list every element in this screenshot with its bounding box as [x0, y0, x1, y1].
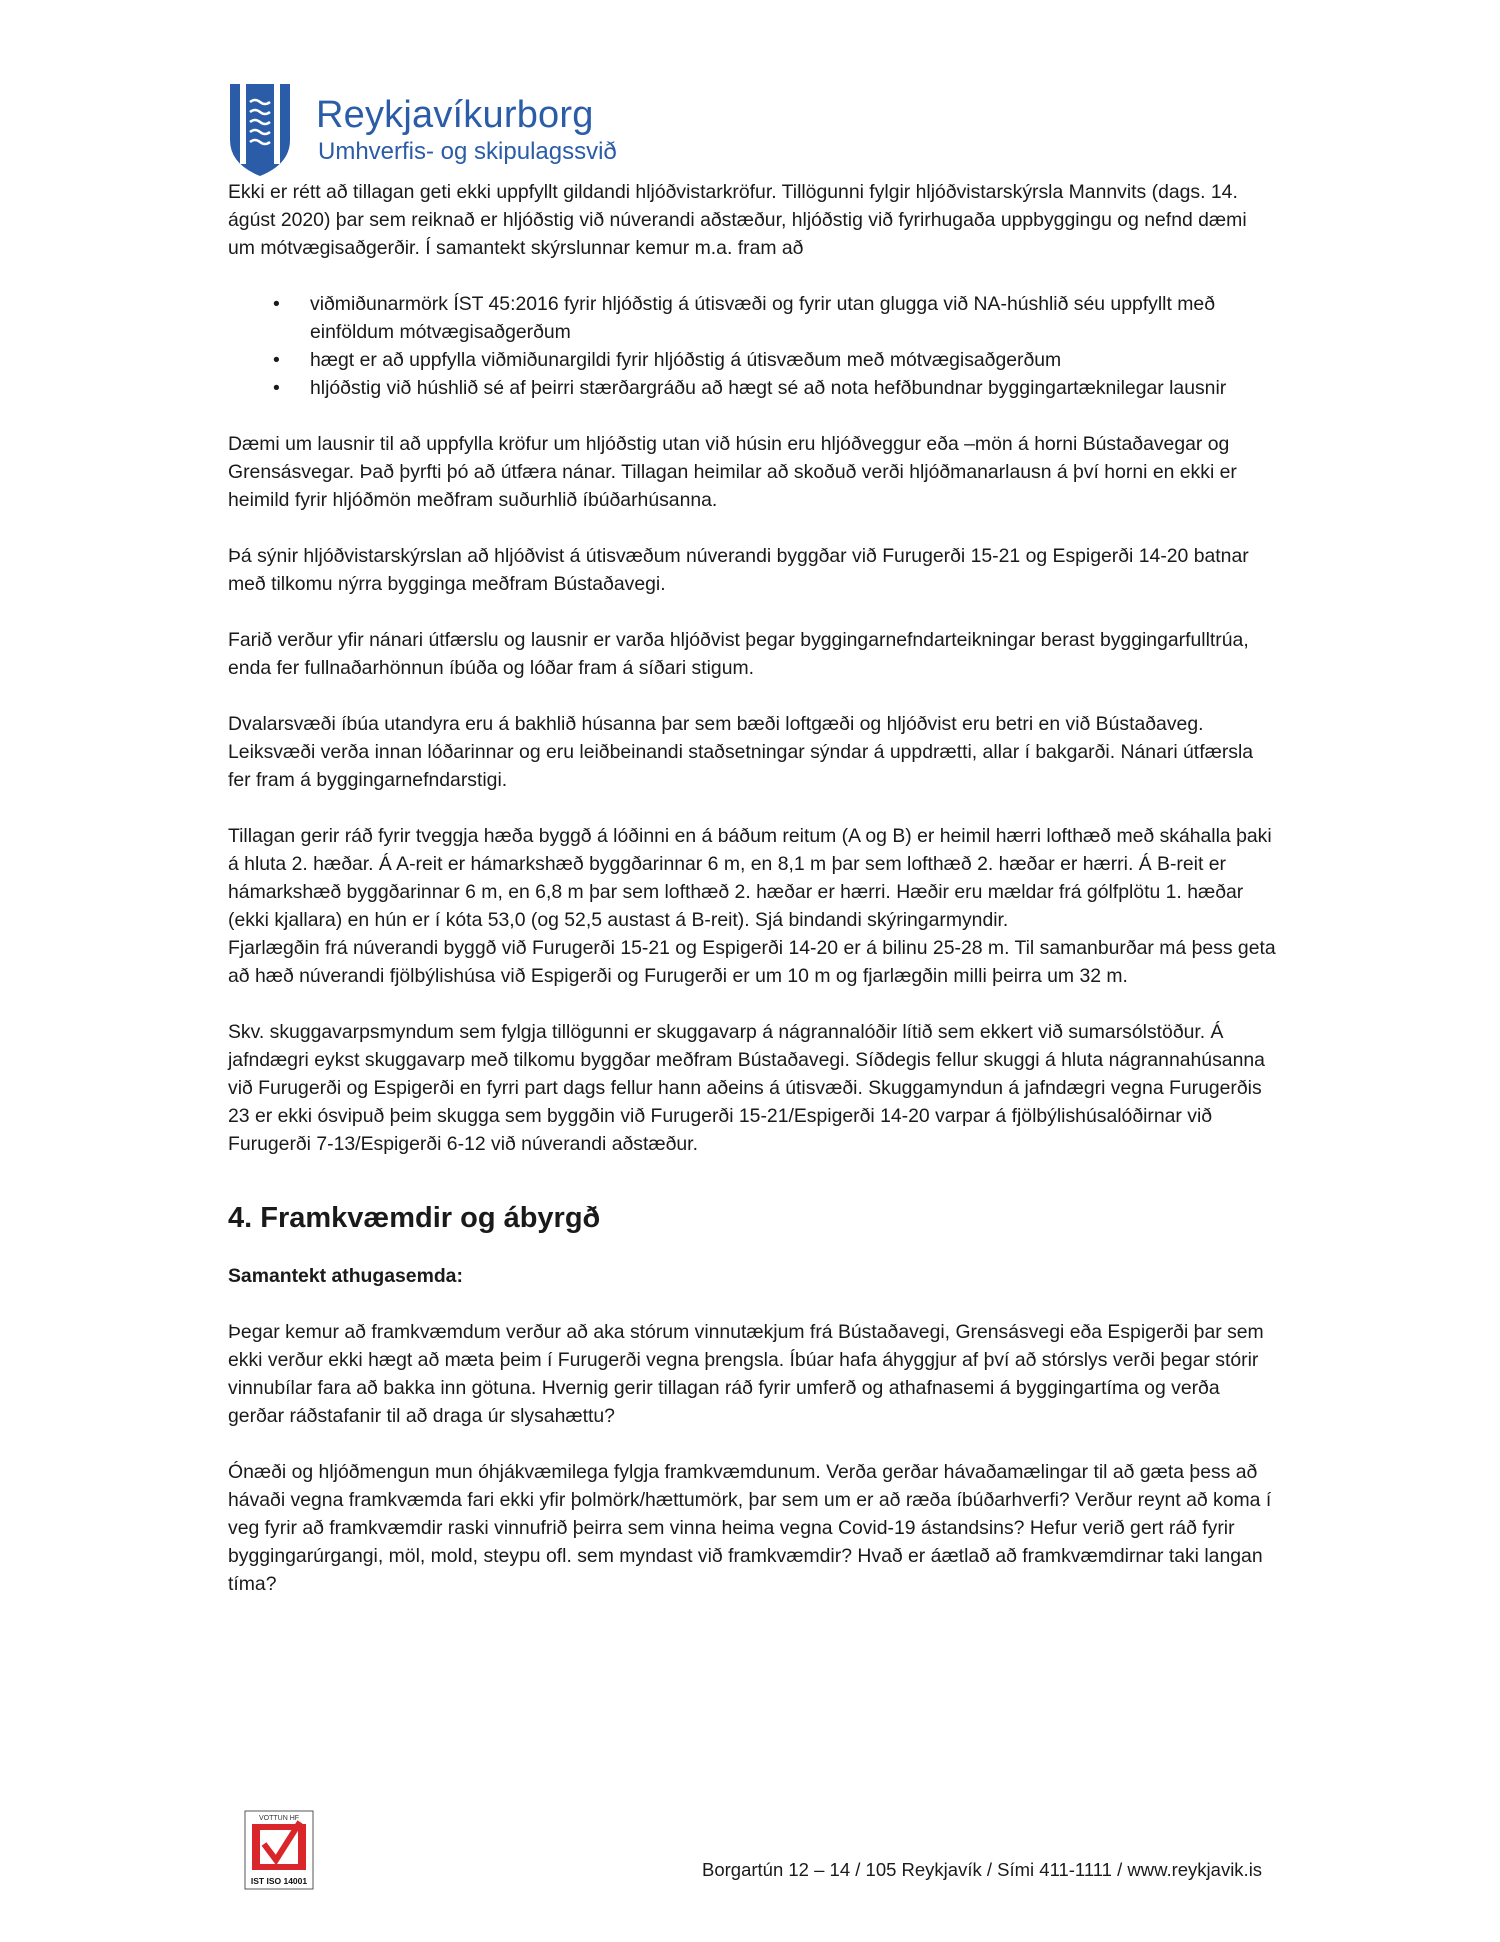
list-item-text: hljóðstig við húshlið sé af þeirri stærðargráðu að hægt sé að nota hefðbundnar byggingartæknilegar lausnir — [310, 377, 1227, 399]
sub-heading: Samantekt athugasemda: — [228, 1265, 463, 1287]
section-heading: 4. Framkvæmdir og ábyrgð — [228, 1202, 601, 1234]
paragraph: Ónæði og hljóðmengun mun óhjákvæmilega fylgja framkvæmdunum. Verða gerðar hávaðamælingar til að gæta þess að hávaði vegna framkvæmda fari ekki yfir þolmörk/hættumörk, þar sem um er að ræða íbúðarhverfi? Verður reynt að koma í veg fyrir að framkvæmdir raski vinnufrið þeirra sem vinna heima vegna Covid-19 ástandsins? Hefur verið gert ráð fyrir byggingarúrgangi, möl, mold, steypu ofl. sem myndast við framkvæmdir? Hvað er áætlað að framkvæmdirnar taki langan tíma? — [228, 1461, 1272, 1595]
paragraph: Skv. skuggavarpsmyndum sem fylgja tillögunni er skuggavarp á nágrannalóðir lítið sem ekkert við sumarsólstöður. Á jafndægri eykst skuggavarp með tilkomu byggðar meðfram Bústaðavegi. Síðdegis fellur skuggi á hluta nágrannahúsanna við Furugerði og Espigerði en fyrri part dags fellur hann aðeins á útisvæði. Skuggamyndun á jafndægri vegna Furugerðis 23 er ekki ósvipuð þeim skugga sem byggðin við Furugerði 15-21/Espigerði 14-20 varpar á fjölbýlishúsalóðirnar við Furugerði 7-13/Espigerði 6-12 við núverandi aðstæður. — [228, 1021, 1265, 1155]
paragraph: Þá sýnir hljóðvistarskýrslan að hljóðvist á útisvæðum núverandi byggðar við Furugerði 15-21 og Espigerði 14-20 batnar með tilkomu nýrra bygginga meðfram Bústaðavegi. — [228, 545, 1249, 595]
paragraph: Farið verður yfir nánari útfærslu og lausnir er varða hljóðvist þegar byggingarnefndarteikningar berast byggingarfulltrúa, enda fer fullnaðarhönnun íbúða og lóðar fram á síðari stigum. — [228, 629, 1249, 679]
paragraph: Þegar kemur að framkvæmdum verður að aka stórum vinnutækjum frá Bústaðavegi, Grensásvegi eða Espigerði þar sem ekki verður ekki hægt að mæta þeim í Furugerði vegna þrengsla. Íbúar hafa áhyggjur af því að stórslys verði þegar stórir vinnubílar fara að bakka inn götuna. Hvernig gerir tillagan ráð fyrir umferð og athafnasemi á byggingartíma og verða gerðar ráðstafanir til að draga úr slysahættu? — [228, 1321, 1264, 1427]
bullet-list — [228, 290, 1278, 402]
department-name: Umhverfis- og skipulagssvið — [318, 138, 617, 165]
paragraph: Dæmi um lausnir til að uppfylla kröfur um hljóðstig utan við húsin eru hljóðveggur eða –mön á horni Bústaðavegar og Grensásvegar. Það þyrfti þó að útfæra nánar. Tillagan heimilar að skoðuð verði hljóðmanarlausn á því horni en ekki er heimild fyrir hljóðmön meðfram suðurhlið íbúðarhúsanna. — [228, 433, 1237, 511]
list-item — [228, 374, 1278, 402]
list-item — [228, 346, 1278, 374]
organization-name: Reykjavíkurborg — [316, 94, 594, 136]
cert-bottom-text: IST ISO 14001 — [250, 1876, 308, 1886]
list-item — [228, 290, 1278, 346]
paragraph: Fjarlægðin frá núverandi byggð við Furugerði 15-21 og Espigerði 14-20 er á bilinu 25-28 m. Til samanburðar má þess geta að hæð núverandi fjölbýlishúsa við Espigerði og Furugerði er um 10 m og fjarlægðin milli þeirra um 32 m. — [228, 937, 1276, 987]
paragraph: Tillagan gerir ráð fyrir tveggja hæða byggð á lóðinni en á báðum reitum (A og B) er heimil hærri lofthæð með skáhalla þaki á hluta 2. hæðar. Á A-reit er hámarkshæð byggðarinnar 6 m, en 8,1 m þar sem lofthæð 2. hæðar er hærri. Á B-reit er hámarkshæð byggðarinnar 6 m, en 6,8 m þar sem lofthæð 2. hæðar er hærri. Hæðir eru mældar frá gólfplötu 1. hæðar (ekki kjallara) en hún er í kóta 53,0 (og 52,5 austast á B-reit). Sjá bindandi skýringarmyndir. — [228, 825, 1272, 931]
list-item-text: viðmiðunarmörk ÍST 45:2016 fyrir hljóðstig á útisvæði og fyrir utan glugga við NA-húshlið séu uppfyllt með einföldum mótvægisaðgerðum — [310, 293, 1215, 343]
iso-certification-logo-icon — [244, 1810, 314, 1890]
paragraph: Dvalarsvæði íbúa utandyra eru á bakhlið húsanna þar sem bæði loftgæði og hljóðvist eru betri en við Bústaðaveg. Leiksvæði verða innan lóðarinnar og eru leiðbeinandi staðsetningar sýndar á uppdrætti, allar í bakgarði. Nánari útfærsla fer fram á byggingarnefndarstigi. — [228, 713, 1254, 791]
document-body — [228, 178, 1278, 1626]
bullet-icon: • — [273, 349, 280, 371]
footer-address: Borgartún 12 – 14 / 105 Reykjavík / Sími 411-1111 / www.reykjavik.is — [702, 1859, 1263, 1880]
list-item-text: hægt er að uppfylla viðmiðunargildi fyrir hljóðstig á útisvæðum með mótvægisaðgerðum — [310, 349, 1062, 371]
cert-top-text: VOTTUN HF — [258, 1815, 300, 1822]
paragraph: Ekki er rétt að tillagan geti ekki uppfyllt gildandi hljóðvistarkröfur. Tillögunni fylgir hljóðvistarskýrsla Mannvits (dags. 14. ágúst 2020) þar sem reiknað er hljóðstig við núverandi aðstæður, hljóðstig við fyrirhugaða uppbyggingu og nefnd dæmi um mótvægisaðgerðir. Í samantekt skýrslunnar kemur m.a. fram að — [228, 181, 1247, 259]
bullet-icon: • — [273, 293, 280, 315]
bullet-icon: • — [273, 377, 280, 399]
reykjavik-coat-of-arms-icon — [228, 82, 292, 178]
